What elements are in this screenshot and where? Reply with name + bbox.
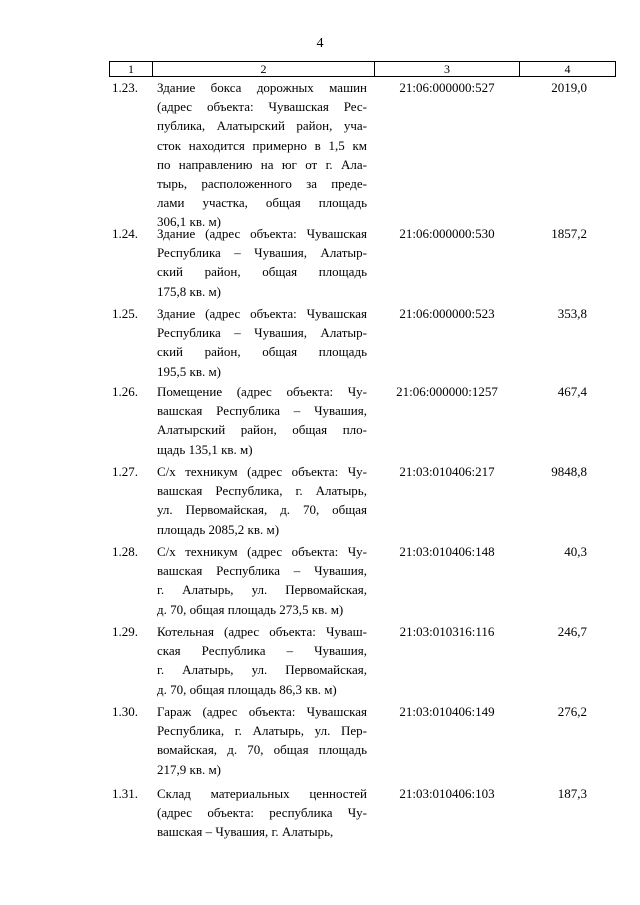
description-line: г. Алатырь, ул. Первомайская,	[157, 662, 367, 678]
cadastral-number: 21:03:010406:149	[399, 704, 495, 719]
description-line: Республика – Чувашия, Алатыр-	[157, 325, 367, 341]
column-header-4: 4	[520, 62, 616, 76]
area-value: 276,2	[557, 704, 587, 719]
cadastral-number: 21:03:010406:148	[399, 544, 495, 559]
area-value: 9848,8	[551, 464, 587, 479]
description-line: Помещение (адрес объекта: Чу-	[157, 384, 367, 399]
description-line: сток находится примерно в 1,5 км	[157, 137, 367, 153]
row-number: 1.30.	[112, 704, 138, 719]
description-line: С/х техникум (адрес объекта: Чу-	[157, 544, 367, 559]
description-line: ская Республика – Чувашия,	[157, 643, 367, 659]
table-header-row	[109, 61, 616, 77]
description-line: Здание (адрес объекта: Чувашская	[157, 226, 367, 241]
object-description	[157, 622, 367, 699]
description-line: публика, Алатырский район, уча-	[157, 118, 367, 134]
object-description	[157, 462, 367, 539]
area-value: 40,3	[564, 544, 587, 559]
description-line: 195,5 кв. м)	[157, 363, 222, 379]
area-value: 1857,2	[551, 226, 587, 241]
object-description	[157, 542, 367, 619]
description-line: Алатырский район, общая пло-	[157, 422, 367, 438]
cadastral-number: 21:06:000000:530	[399, 226, 495, 241]
description-line: д. 70, общая площадь 86,3 кв. м)	[157, 681, 337, 697]
description-line: лами участка, общая площадь	[157, 195, 367, 211]
page-number: 4	[316, 36, 324, 51]
row-number: 1.31.	[112, 786, 138, 801]
description-line: д. 70, общая площадь 273,5 кв. м)	[157, 601, 344, 617]
row-number: 1.26.	[112, 384, 138, 399]
description-line: 306,1 кв. м)	[157, 214, 222, 230]
cadastral-number: 21:03:010406:103	[399, 786, 495, 801]
object-description	[157, 702, 367, 779]
description-line: ский район, общая площадь	[157, 264, 367, 280]
object-description	[157, 784, 367, 842]
row-number: 1.24.	[112, 226, 138, 241]
cadastral-number: 21:06:000000:527	[399, 80, 495, 95]
description-line: (адрес объекта: республика Чу-	[157, 805, 367, 821]
cadastral-number: 21:03:010316:116	[399, 624, 495, 639]
description-line: Гараж (адрес объекта: Чувашская	[157, 704, 367, 719]
description-line: Здание бокса дорожных машин	[157, 80, 367, 95]
object-description	[157, 382, 367, 459]
description-line: щадь 135,1 кв. м)	[157, 441, 253, 457]
description-line: Здание (адрес объекта: Чувашская	[157, 306, 367, 321]
cadastral-number: 21:06:000000:1257	[396, 384, 498, 399]
description-line: тырь, расположенного за преде-	[157, 175, 367, 191]
description-line: вомайская, д. 70, общая площадь	[157, 742, 367, 758]
description-line: С/х техникум (адрес объекта: Чу-	[157, 464, 367, 479]
description-line: по направлению на юг от г. Ала-	[157, 156, 367, 172]
row-number: 1.23.	[112, 80, 138, 95]
description-line: вашская Республика – Чувашия,	[157, 563, 367, 579]
area-value: 353,8	[557, 306, 587, 321]
description-line: Республика, г. Алатырь, ул. Пер-	[157, 723, 367, 739]
row-number: 1.25.	[112, 306, 138, 321]
description-line: ский район, общая площадь	[157, 344, 367, 360]
area-value: 187,3	[557, 786, 587, 801]
column-header-3: 3	[375, 62, 520, 76]
description-line: 217,9 кв. м)	[157, 761, 222, 777]
description-line: площадь 2085,2 кв. м)	[157, 521, 280, 537]
description-line: вашская Республика – Чувашия,	[157, 403, 367, 419]
object-description	[157, 78, 367, 232]
column-header-2: 2	[153, 62, 375, 76]
cadastral-number: 21:06:000000:523	[399, 306, 495, 321]
area-value: 467,4	[557, 384, 587, 399]
object-description	[157, 304, 367, 381]
cadastral-number: 21:03:010406:217	[399, 464, 495, 479]
description-line: г. Алатырь, ул. Первомайская,	[157, 582, 367, 598]
description-line: ул. Первомайская, д. 70, общая	[157, 502, 367, 518]
description-line: вашская Республика, г. Алатырь,	[157, 483, 367, 499]
description-line: Котельная (адрес объекта: Чуваш-	[157, 624, 367, 639]
description-line: (адрес объекта: Чувашская Рес-	[157, 99, 367, 115]
area-value: 2019,0	[551, 80, 587, 95]
description-line: Склад материальных ценностей	[157, 786, 367, 801]
description-line: вашская – Чувашия, г. Алатырь,	[157, 824, 334, 840]
row-number: 1.29.	[112, 624, 138, 639]
row-number: 1.27.	[112, 464, 138, 479]
object-description	[157, 224, 367, 301]
row-number: 1.28.	[112, 544, 138, 559]
description-line: 175,8 кв. м)	[157, 283, 222, 299]
column-header-1: 1	[110, 62, 153, 76]
description-line: Республика – Чувашия, Алатыр-	[157, 245, 367, 261]
area-value: 246,7	[557, 624, 587, 639]
